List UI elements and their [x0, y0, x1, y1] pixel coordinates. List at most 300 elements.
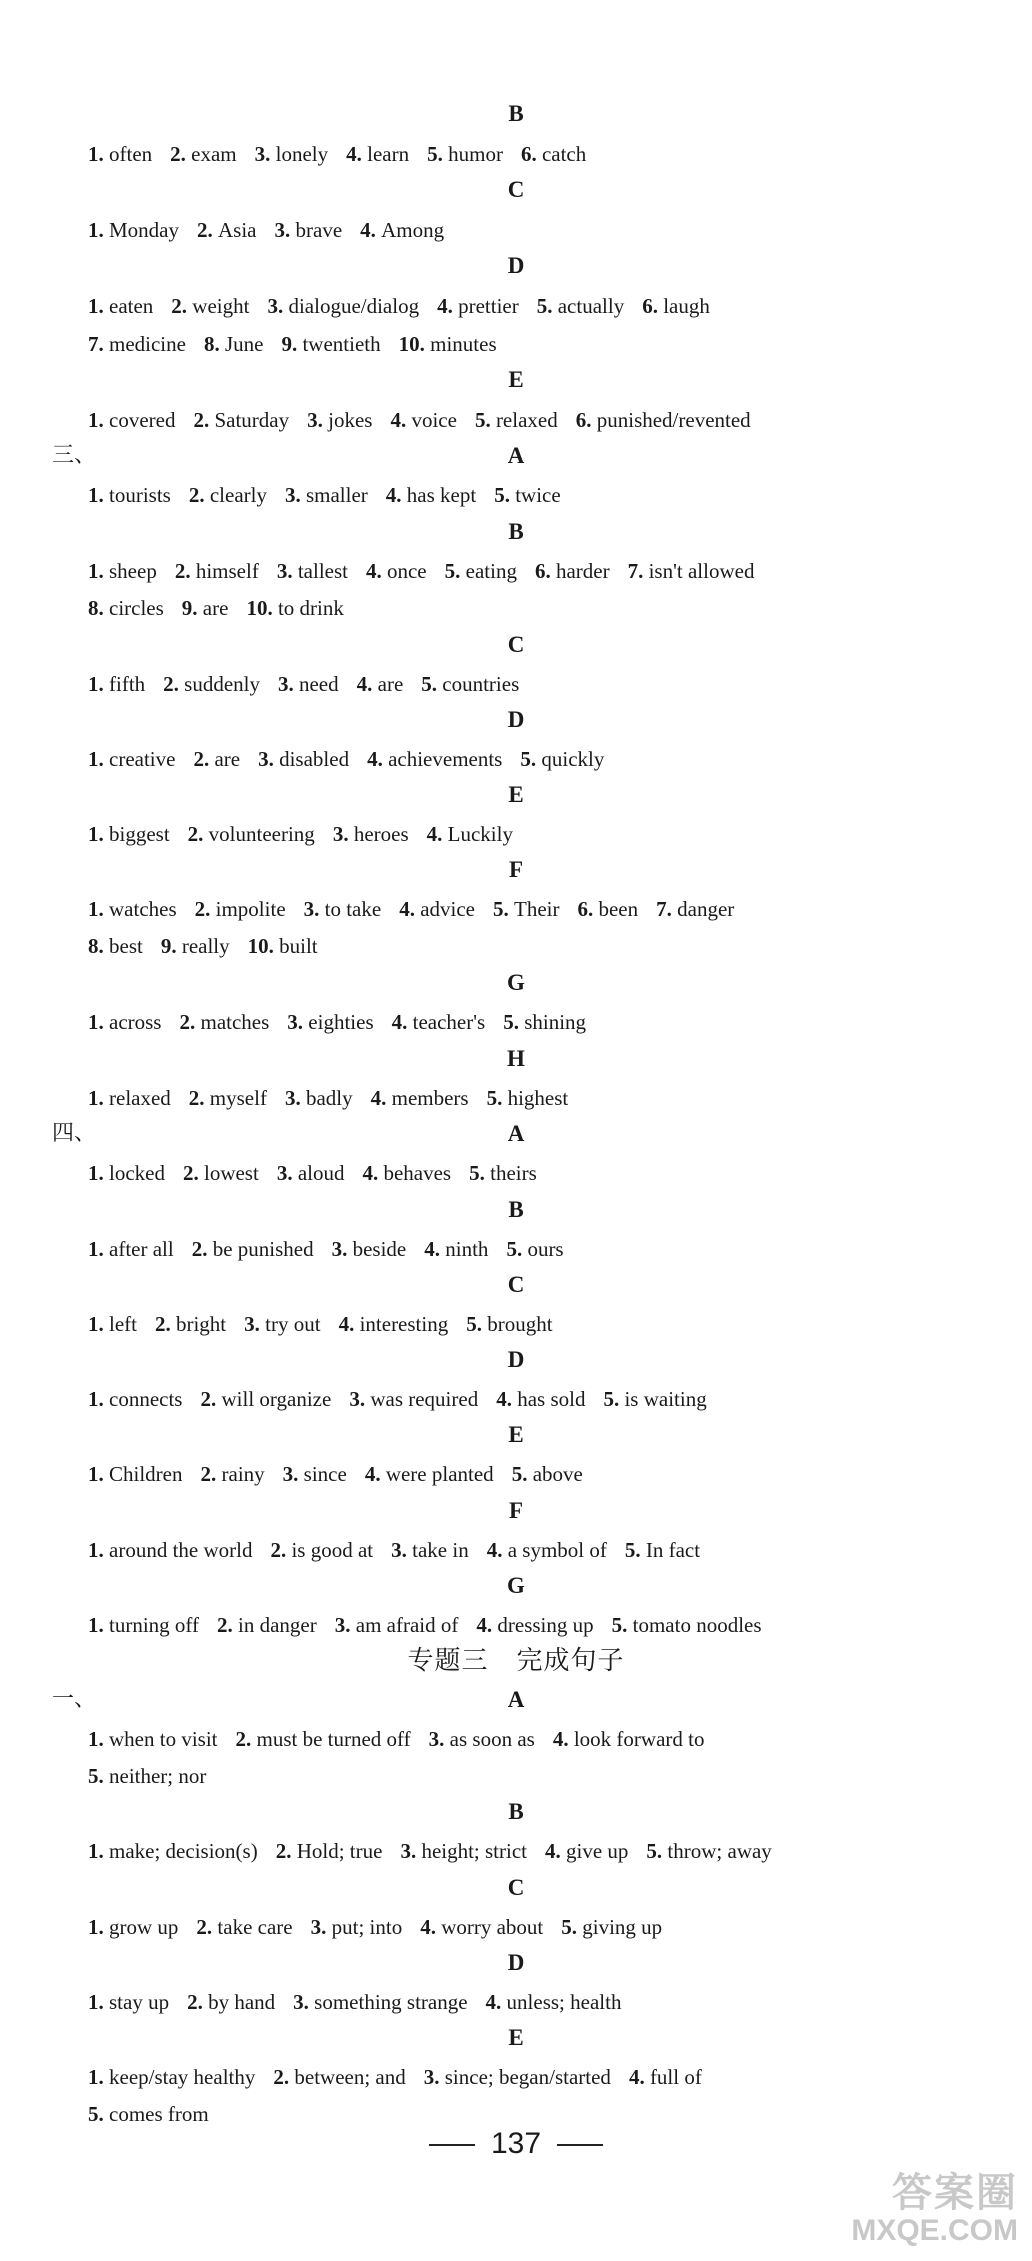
part-heading: D	[507, 707, 525, 732]
answer-text: am afraid of	[355, 1613, 459, 1637]
answer-number: 1.	[88, 1462, 109, 1486]
answer-number: 1.	[88, 559, 109, 583]
answer-item	[88, 1990, 169, 2014]
answer-number: 4.	[424, 1237, 446, 1261]
part-heading: B	[508, 519, 524, 544]
answer-item	[88, 332, 186, 356]
answer-line	[88, 932, 1018, 960]
answer-text: sheep	[109, 559, 157, 583]
answer-item	[236, 1727, 411, 1751]
answer-text: in danger	[238, 1613, 317, 1637]
answer-text: achievements	[388, 747, 503, 771]
answer-text: tourists	[109, 483, 171, 507]
answer-text: across	[109, 1010, 162, 1034]
answer-number: 2.	[182, 1161, 204, 1185]
answer-item	[392, 1010, 486, 1034]
answer-item	[285, 483, 368, 507]
answer-item	[88, 1613, 199, 1637]
part-heading: A	[507, 443, 525, 468]
section-number: 四、	[52, 1121, 97, 1146]
answer-text: covered	[109, 408, 176, 432]
answer-number: 4.	[385, 483, 407, 507]
answer-number: 1.	[88, 897, 109, 921]
answer-item	[196, 1915, 292, 1939]
answer-text: aloud	[297, 1161, 345, 1185]
answer-item	[307, 408, 372, 432]
answer-number: 3.	[277, 672, 299, 696]
answer-item	[612, 1613, 762, 1637]
answer-text: locked	[109, 1161, 165, 1185]
section-number: 三、	[52, 443, 97, 468]
answer-text: eating	[465, 559, 517, 583]
answer-item	[275, 218, 343, 242]
answer-text: keep/stay healthy	[109, 2065, 256, 2089]
answer-item	[161, 934, 230, 958]
answer-line	[88, 670, 1018, 698]
answer-number: 1.	[88, 1161, 109, 1185]
answer-item	[311, 1915, 403, 1939]
answer-text: learn	[367, 142, 410, 166]
answer-number: 2.	[194, 897, 216, 921]
answer-item	[88, 483, 171, 507]
answer-number: 1.	[88, 294, 109, 318]
answer-item	[88, 2102, 209, 2126]
answer-text: quickly	[541, 747, 605, 771]
answer-item	[339, 1312, 449, 1336]
answer-text: a symbol of	[507, 1538, 607, 1562]
answer-number: 3.	[293, 1990, 315, 2014]
answer-number: 4.	[365, 559, 387, 583]
answer-line	[88, 481, 1018, 509]
answer-item	[88, 1010, 161, 1034]
answer-text: interesting	[359, 1312, 449, 1336]
answer-item	[88, 897, 177, 921]
answer-number: 2.	[197, 218, 218, 242]
answer-text: medicine	[109, 332, 186, 356]
answer-number: 2.	[273, 2065, 295, 2089]
answer-item	[577, 897, 638, 921]
answer-number: 6.	[534, 559, 556, 583]
answer-number: 2.	[171, 294, 193, 318]
answer-text: countries	[442, 672, 520, 696]
answer-text: relaxed	[495, 408, 558, 432]
answer-number: 5.	[486, 1086, 508, 1110]
answer-item	[88, 1727, 218, 1751]
answer-number: 3.	[428, 1727, 450, 1751]
answer-text: creative	[109, 747, 176, 771]
answer-text: were planted	[385, 1462, 494, 1486]
answer-number: 5.	[474, 408, 496, 432]
part-heading: C	[507, 177, 525, 202]
answer-number: 9.	[181, 596, 203, 620]
answer-number: 2.	[217, 1613, 239, 1637]
answer-text: watches	[109, 897, 177, 921]
answer-number: 2.	[187, 822, 209, 846]
answer-number: 3.	[284, 483, 306, 507]
answer-text: giving up	[582, 1915, 663, 1939]
answer-item	[399, 897, 475, 921]
part-heading: F	[508, 857, 524, 882]
answer-number: 2.	[200, 1387, 222, 1411]
answer-text: worry about	[441, 1915, 544, 1939]
answer-number: 3.	[276, 559, 298, 583]
answer-number: 5.	[444, 559, 466, 583]
answer-number: 2.	[275, 1839, 297, 1863]
answer-item	[88, 1462, 183, 1486]
answer-text: give up	[566, 1839, 629, 1863]
answer-number: 3.	[310, 1915, 332, 1939]
answer-text: grow up	[109, 1915, 179, 1939]
answer-item	[545, 1839, 628, 1863]
answer-text: fifth	[109, 672, 146, 696]
answer-number: 10.	[247, 934, 280, 958]
answer-item	[175, 559, 259, 583]
answer-number: 3.	[276, 1161, 298, 1185]
answer-number: 3.	[258, 747, 280, 771]
answer-number: 1.	[88, 2065, 109, 2089]
answer-number: 7.	[656, 897, 678, 921]
answer-text: tomato noodles	[632, 1613, 762, 1637]
page-number-value: 137	[490, 2127, 542, 2160]
answer-item	[283, 1462, 347, 1486]
answer-item	[171, 294, 249, 318]
answer-number: 1.	[88, 1538, 109, 1562]
answer-item	[427, 142, 503, 166]
answer-item	[445, 559, 517, 583]
answer-text: punished/revented	[596, 408, 751, 432]
answer-line	[88, 1385, 1018, 1413]
answer-item	[366, 559, 427, 583]
answer-number: 8.	[88, 934, 109, 958]
answer-text: teacher's	[412, 1010, 486, 1034]
answer-item	[493, 897, 559, 921]
answer-item	[656, 897, 734, 921]
answer-line	[88, 557, 1018, 585]
answer-number: 5.	[624, 1538, 646, 1562]
answer-line	[88, 745, 1018, 773]
answer-line	[88, 406, 1018, 434]
answer-number: 3.	[284, 1086, 306, 1110]
answer-item	[200, 1387, 331, 1411]
answer-item	[201, 1462, 265, 1486]
answer-text: when to visit	[109, 1727, 218, 1751]
topic-number: 专题三	[407, 1646, 489, 1676]
answer-text: look forward to	[573, 1727, 705, 1751]
answer-text: above	[532, 1462, 583, 1486]
answer-text: around the world	[109, 1538, 253, 1562]
answer-number: 4.	[364, 1462, 386, 1486]
answer-item	[346, 142, 409, 166]
answer-item	[267, 294, 419, 318]
answer-number: 1.	[88, 1086, 109, 1110]
answer-item	[494, 483, 560, 507]
answer-item	[469, 1161, 537, 1185]
answer-number: 3.	[332, 822, 354, 846]
answer-number: 2.	[174, 559, 196, 583]
answer-number: 3.	[334, 1613, 356, 1637]
answer-number: 2.	[187, 1990, 209, 2014]
answer-item	[367, 747, 502, 771]
part-heading: E	[508, 367, 524, 392]
answer-text: connects	[109, 1387, 183, 1411]
part-heading: B	[508, 1197, 524, 1222]
answer-line	[88, 1762, 1018, 1790]
answer-item	[182, 596, 229, 620]
answer-number: 6.	[642, 294, 664, 318]
answer-line	[88, 1310, 1018, 1338]
section-number: 一、	[52, 1687, 97, 1712]
answer-text: harder	[555, 559, 610, 583]
answer-item	[204, 332, 264, 356]
answer-text: be punished	[212, 1237, 314, 1261]
answer-number: 6.	[575, 408, 597, 432]
part-heading: G	[507, 970, 525, 995]
answer-number: 10.	[398, 332, 431, 356]
answer-number: 4.	[545, 1839, 567, 1863]
answer-line	[88, 820, 1018, 848]
answer-number: 5.	[493, 897, 514, 921]
part-heading: B	[508, 1799, 524, 1824]
answer-number: 4.	[370, 1086, 392, 1110]
answer-number: 2.	[235, 1727, 257, 1751]
answer-number: 1.	[88, 483, 109, 507]
answer-text: ninth	[445, 1237, 489, 1261]
answer-number: 4.	[628, 2065, 650, 2089]
answer-item	[576, 408, 751, 432]
answer-number: 2.	[193, 408, 215, 432]
answer-text: twentieth	[302, 332, 381, 356]
answer-item	[193, 747, 240, 771]
answer-item	[424, 2065, 611, 2089]
answer-number: 3.	[307, 408, 329, 432]
watermark-url: MXQE.COM	[851, 2214, 1018, 2247]
answer-text: behaves	[383, 1161, 452, 1185]
part-heading: D	[507, 1950, 525, 1975]
answer-item	[424, 1237, 488, 1261]
answer-text: Among	[381, 218, 445, 242]
answer-number: 6.	[577, 897, 599, 921]
answer-text: dialogue/dialog	[288, 294, 420, 318]
answer-line	[88, 1235, 1018, 1263]
answer-item	[88, 672, 145, 696]
answer-number: 3.	[254, 142, 276, 166]
answer-text: circles	[109, 596, 164, 620]
answer-line	[88, 1536, 1018, 1564]
answer-item	[88, 1538, 252, 1562]
answer-number: 8.	[88, 596, 109, 620]
answer-item	[270, 1538, 373, 1562]
answer-item	[475, 408, 558, 432]
answer-text: is good at	[291, 1538, 374, 1562]
answer-text: take in	[412, 1538, 469, 1562]
answer-line	[88, 330, 1018, 358]
answer-text: after all	[109, 1237, 174, 1261]
answer-number: 6.	[520, 142, 542, 166]
answer-line	[88, 1611, 1018, 1639]
answer-text: Saturday	[214, 408, 290, 432]
answer-number: 5.	[511, 1462, 533, 1486]
answer-text: lonely	[275, 142, 329, 166]
answer-item	[603, 1387, 706, 1411]
answer-number: 1.	[88, 142, 109, 166]
answer-number: 1.	[88, 1237, 109, 1261]
answer-number: 3.	[274, 218, 296, 242]
answer-text: relaxed	[109, 1086, 171, 1110]
answer-text: impolite	[215, 897, 286, 921]
answer-number: 1.	[88, 408, 109, 432]
answer-number: 4.	[346, 142, 368, 166]
answer-item	[88, 747, 175, 771]
answer-item	[304, 897, 382, 921]
answer-text: beside	[352, 1237, 407, 1261]
answer-number: 2.	[179, 1010, 201, 1034]
answer-number: 4.	[552, 1727, 574, 1751]
answer-item	[88, 934, 143, 958]
answer-text: stay up	[109, 1990, 170, 2014]
answer-item	[357, 672, 404, 696]
answer-item	[88, 1237, 174, 1261]
answer-text: humor	[448, 142, 503, 166]
answer-item	[88, 1764, 206, 1788]
part-heading: E	[508, 1422, 524, 1447]
answer-text: must be turned off	[256, 1727, 411, 1751]
answer-number: 3.	[287, 1010, 309, 1034]
watermark	[851, 2171, 1018, 2247]
answer-number: 4.	[420, 1915, 442, 1939]
answer-number: 4.	[426, 822, 448, 846]
answer-number: 5.	[646, 1839, 668, 1863]
answer-number: 5.	[88, 2102, 109, 2126]
answer-number: 4.	[486, 1538, 508, 1562]
answer-text: try out	[265, 1312, 321, 1336]
answer-item	[88, 2065, 255, 2089]
answer-number: 4.	[360, 218, 382, 242]
answer-text: actually	[557, 294, 625, 318]
answer-item	[88, 1086, 171, 1110]
answer-text: built	[279, 934, 318, 958]
answer-number: 5.	[561, 1915, 583, 1939]
answer-item	[88, 822, 170, 846]
answer-text: will organize	[221, 1387, 332, 1411]
answer-item	[360, 218, 444, 242]
answer-text: Monday	[109, 218, 179, 242]
answer-number: 2.	[200, 1462, 222, 1486]
answer-number: 5.	[603, 1387, 625, 1411]
answer-number: 1.	[88, 672, 109, 696]
answer-number: 1.	[88, 1010, 109, 1034]
answer-number: 3.	[282, 1462, 304, 1486]
answer-text: Hold; true	[296, 1839, 383, 1863]
answer-number: 2.	[163, 672, 185, 696]
answer-line	[88, 1008, 1018, 1036]
answer-number: 4.	[356, 672, 378, 696]
answer-text: are	[202, 596, 229, 620]
answer-text: exam	[191, 142, 237, 166]
answer-number: 2.	[191, 1237, 213, 1261]
answer-item	[391, 1538, 469, 1562]
answer-text: since	[303, 1462, 347, 1486]
answer-text: make; decision(s)	[109, 1839, 258, 1863]
answer-number: 2.	[170, 142, 192, 166]
answer-number: 1.	[88, 1839, 109, 1863]
answer-line	[88, 1084, 1018, 1112]
part-heading: D	[507, 253, 525, 278]
answer-item	[88, 408, 175, 432]
part-heading: C	[507, 1875, 525, 1900]
answer-line	[88, 292, 1018, 320]
answer-item	[486, 1990, 622, 2014]
watermark-logo: 答案圈	[892, 2171, 1018, 2215]
answer-number: 4.	[391, 1010, 413, 1034]
answer-line	[88, 216, 1018, 244]
answer-item	[88, 1387, 182, 1411]
answer-text: heroes	[353, 822, 409, 846]
part-heading: E	[508, 2025, 524, 2050]
answer-text: has kept	[406, 483, 477, 507]
answer-text: throw; away	[667, 1839, 772, 1863]
part-heading: F	[508, 1498, 524, 1523]
answer-text: between; and	[294, 2065, 406, 2089]
answer-line	[88, 1725, 1018, 1753]
answer-text: are	[377, 672, 404, 696]
answer-number: 4.	[362, 1161, 384, 1185]
answer-item	[258, 747, 349, 771]
answer-item	[487, 1538, 607, 1562]
answer-text: minutes	[430, 332, 497, 356]
answer-text: was required	[370, 1387, 479, 1411]
answer-number: 2.	[188, 483, 210, 507]
answer-item	[437, 294, 519, 318]
answer-text: advice	[420, 897, 475, 921]
page-number	[0, 2126, 1032, 2162]
answer-line	[88, 2100, 1018, 2128]
answer-number: 2.	[193, 747, 215, 771]
answer-number: 5.	[536, 294, 558, 318]
answer-text: eaten	[109, 294, 154, 318]
answer-number: 2.	[196, 1915, 218, 1939]
answer-text: In fact	[645, 1538, 701, 1562]
page-number-left-dash	[429, 2144, 475, 2146]
answer-number: 5.	[506, 1237, 528, 1261]
answer-text: theirs	[490, 1161, 537, 1185]
answer-text: lowest	[203, 1161, 259, 1185]
answer-text: take care	[217, 1915, 293, 1939]
answer-text: members	[391, 1086, 469, 1110]
answer-item	[155, 1312, 226, 1336]
answer-number: 5.	[88, 1764, 109, 1788]
answer-text: rainy	[221, 1462, 265, 1486]
answer-item	[520, 747, 604, 771]
answer-text: to drink	[277, 596, 344, 620]
answer-number: 9.	[160, 934, 182, 958]
answer-item	[192, 1237, 314, 1261]
answer-item	[183, 1161, 259, 1185]
answer-item	[244, 1312, 320, 1336]
answer-text: turning off	[109, 1613, 200, 1637]
answer-text: has sold	[517, 1387, 586, 1411]
answer-text: height; strict	[421, 1839, 528, 1863]
answer-item	[278, 672, 339, 696]
answer-item	[553, 1727, 705, 1751]
part-heading: E	[508, 782, 524, 807]
answer-text: eighties	[308, 1010, 374, 1034]
answer-number: 4.	[367, 747, 389, 771]
answer-number: 4.	[485, 1990, 507, 2014]
answer-item	[88, 596, 164, 620]
answer-number: 4.	[437, 294, 459, 318]
answer-text: himself	[195, 559, 259, 583]
answer-item	[496, 1387, 585, 1411]
